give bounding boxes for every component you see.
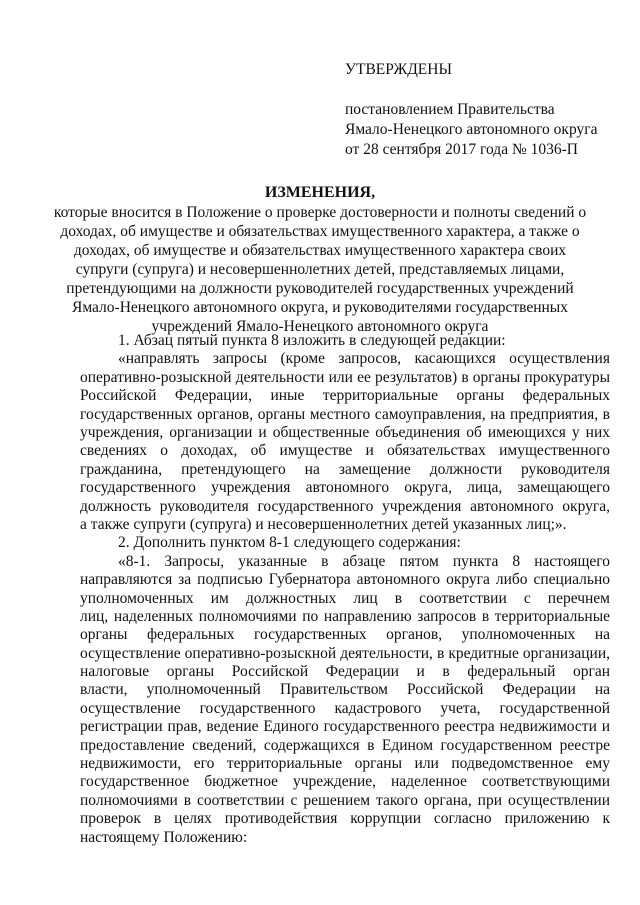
paragraph-line: органы федеральных государственных органов, уполномоченных на: [80, 626, 610, 644]
paragraph-line: сведениях о доходах, об имуществе и обязательствах имущественного: [80, 442, 610, 460]
paragraph-line: осуществление государственного кадастрового учета, государственной: [80, 699, 610, 717]
subtitle-line: которые вносится в Положение о проверке достоверности и полноты сведений о: [53, 204, 587, 221]
approval-stamp: [345, 60, 625, 160]
paragraph-line: оперативно-розыскной деятельности или ее результатов) в органы прокуратуры: [80, 368, 610, 386]
paragraph-line: уполномоченных им должностных лиц в соответствии с перечнем: [80, 589, 610, 607]
approval-line: Ямало-Ненецкого автономного округа: [345, 121, 598, 138]
paragraph-line: «8-1. Запросы, указанные в абзаце пятом пункта 8 настоящего: [118, 552, 610, 570]
subtitle-line: Ямало-Ненецкого автономного округа, и руководителями государственных: [72, 299, 568, 316]
paragraph-line: гражданина, претендующего на замещение должности руководителя: [80, 460, 610, 478]
paragraph-line: предоставление сведений, содержащихся в Едином государственном реестре: [80, 736, 610, 754]
paragraph-line: регистрации прав, ведение Единого государственного реестра недвижимости и: [80, 718, 610, 736]
paragraph-line: полномочиями в соответствии с решением такого органа, при осуществлении: [80, 791, 610, 809]
document-body: [80, 332, 610, 847]
subtitle-line: супруги (супруга) и несовершеннолетних детей, представляемых лицами,: [75, 261, 565, 278]
subtitle-line: претендующими на должности руководителей государственных учреждений: [66, 280, 574, 297]
paragraph-line: проверок в целях противодействия коррупции согласно приложению к: [80, 810, 610, 828]
subtitle-line: учреждений Ямало-Ненецкого автономного округа: [151, 318, 489, 335]
paragraph-line: налоговые органы Российской Федерации и в федеральный орган: [80, 663, 610, 681]
paragraph-line: учреждения, организации и общественные объединения об имеющихся у них: [80, 423, 610, 441]
paragraph-line: 2. Дополнить пунктом 8-1 следующего содержания:: [118, 534, 461, 552]
paragraph-line: «направлять запросы (кроме запросов, касающихся осуществления: [118, 350, 610, 368]
paragraph-line: осуществление оперативно-розыскной деятельности, в кредитные организации,: [80, 644, 610, 662]
approval-heading: УТВЕРЖДЕНЫ: [345, 61, 452, 78]
paragraph-line: государственного учреждения автономного округа, лица, замещающего: [80, 479, 610, 497]
paragraph-line: должность руководителя государственного учреждения автономного округа,: [80, 497, 610, 515]
paragraph-line: государственных органов, органы местного самоуправления, на предприятия, в: [80, 405, 610, 423]
approval-line: постановлением Правительства: [345, 101, 555, 118]
paragraph-line: Российской Федерации, иные территориальные органы федеральных: [80, 387, 610, 405]
paragraph-line: а также супруги (супруга) и несовершеннолетних детей указанных лиц;».: [80, 515, 567, 533]
paragraph-line: 1. Абзац пятый пункта 8 изложить в следующей редакции:: [118, 332, 506, 349]
subtitle-line: доходах, об имуществе и обязательствах имущественного характера, а также о: [60, 223, 580, 240]
paragraph-line: власти, уполномоченный Правительством Российской Федерации на: [80, 681, 610, 699]
subtitle-line: доходах, об имуществе и обязательствах имущественного характера своих: [73, 242, 567, 259]
document-title-block: [50, 183, 590, 336]
approval-line: от 28 сентября 2017 года № 1036-П: [345, 141, 578, 158]
document-title: ИЗМЕНЕНИЯ,: [264, 184, 376, 201]
paragraph-line: недвижимости, его территориальные органы или подведомственное ему: [80, 755, 610, 773]
paragraph-line: лиц, наделенных полномочиями по направлению запросов в территориальные: [80, 607, 610, 625]
paragraph-line: настоящему Положению:: [80, 828, 248, 846]
paragraph-line: государственное бюджетное учреждение, наделенное соответствующими: [80, 773, 610, 791]
paragraph-line: направляются за подписью Губернатора автономного округа либо специально: [80, 571, 610, 589]
